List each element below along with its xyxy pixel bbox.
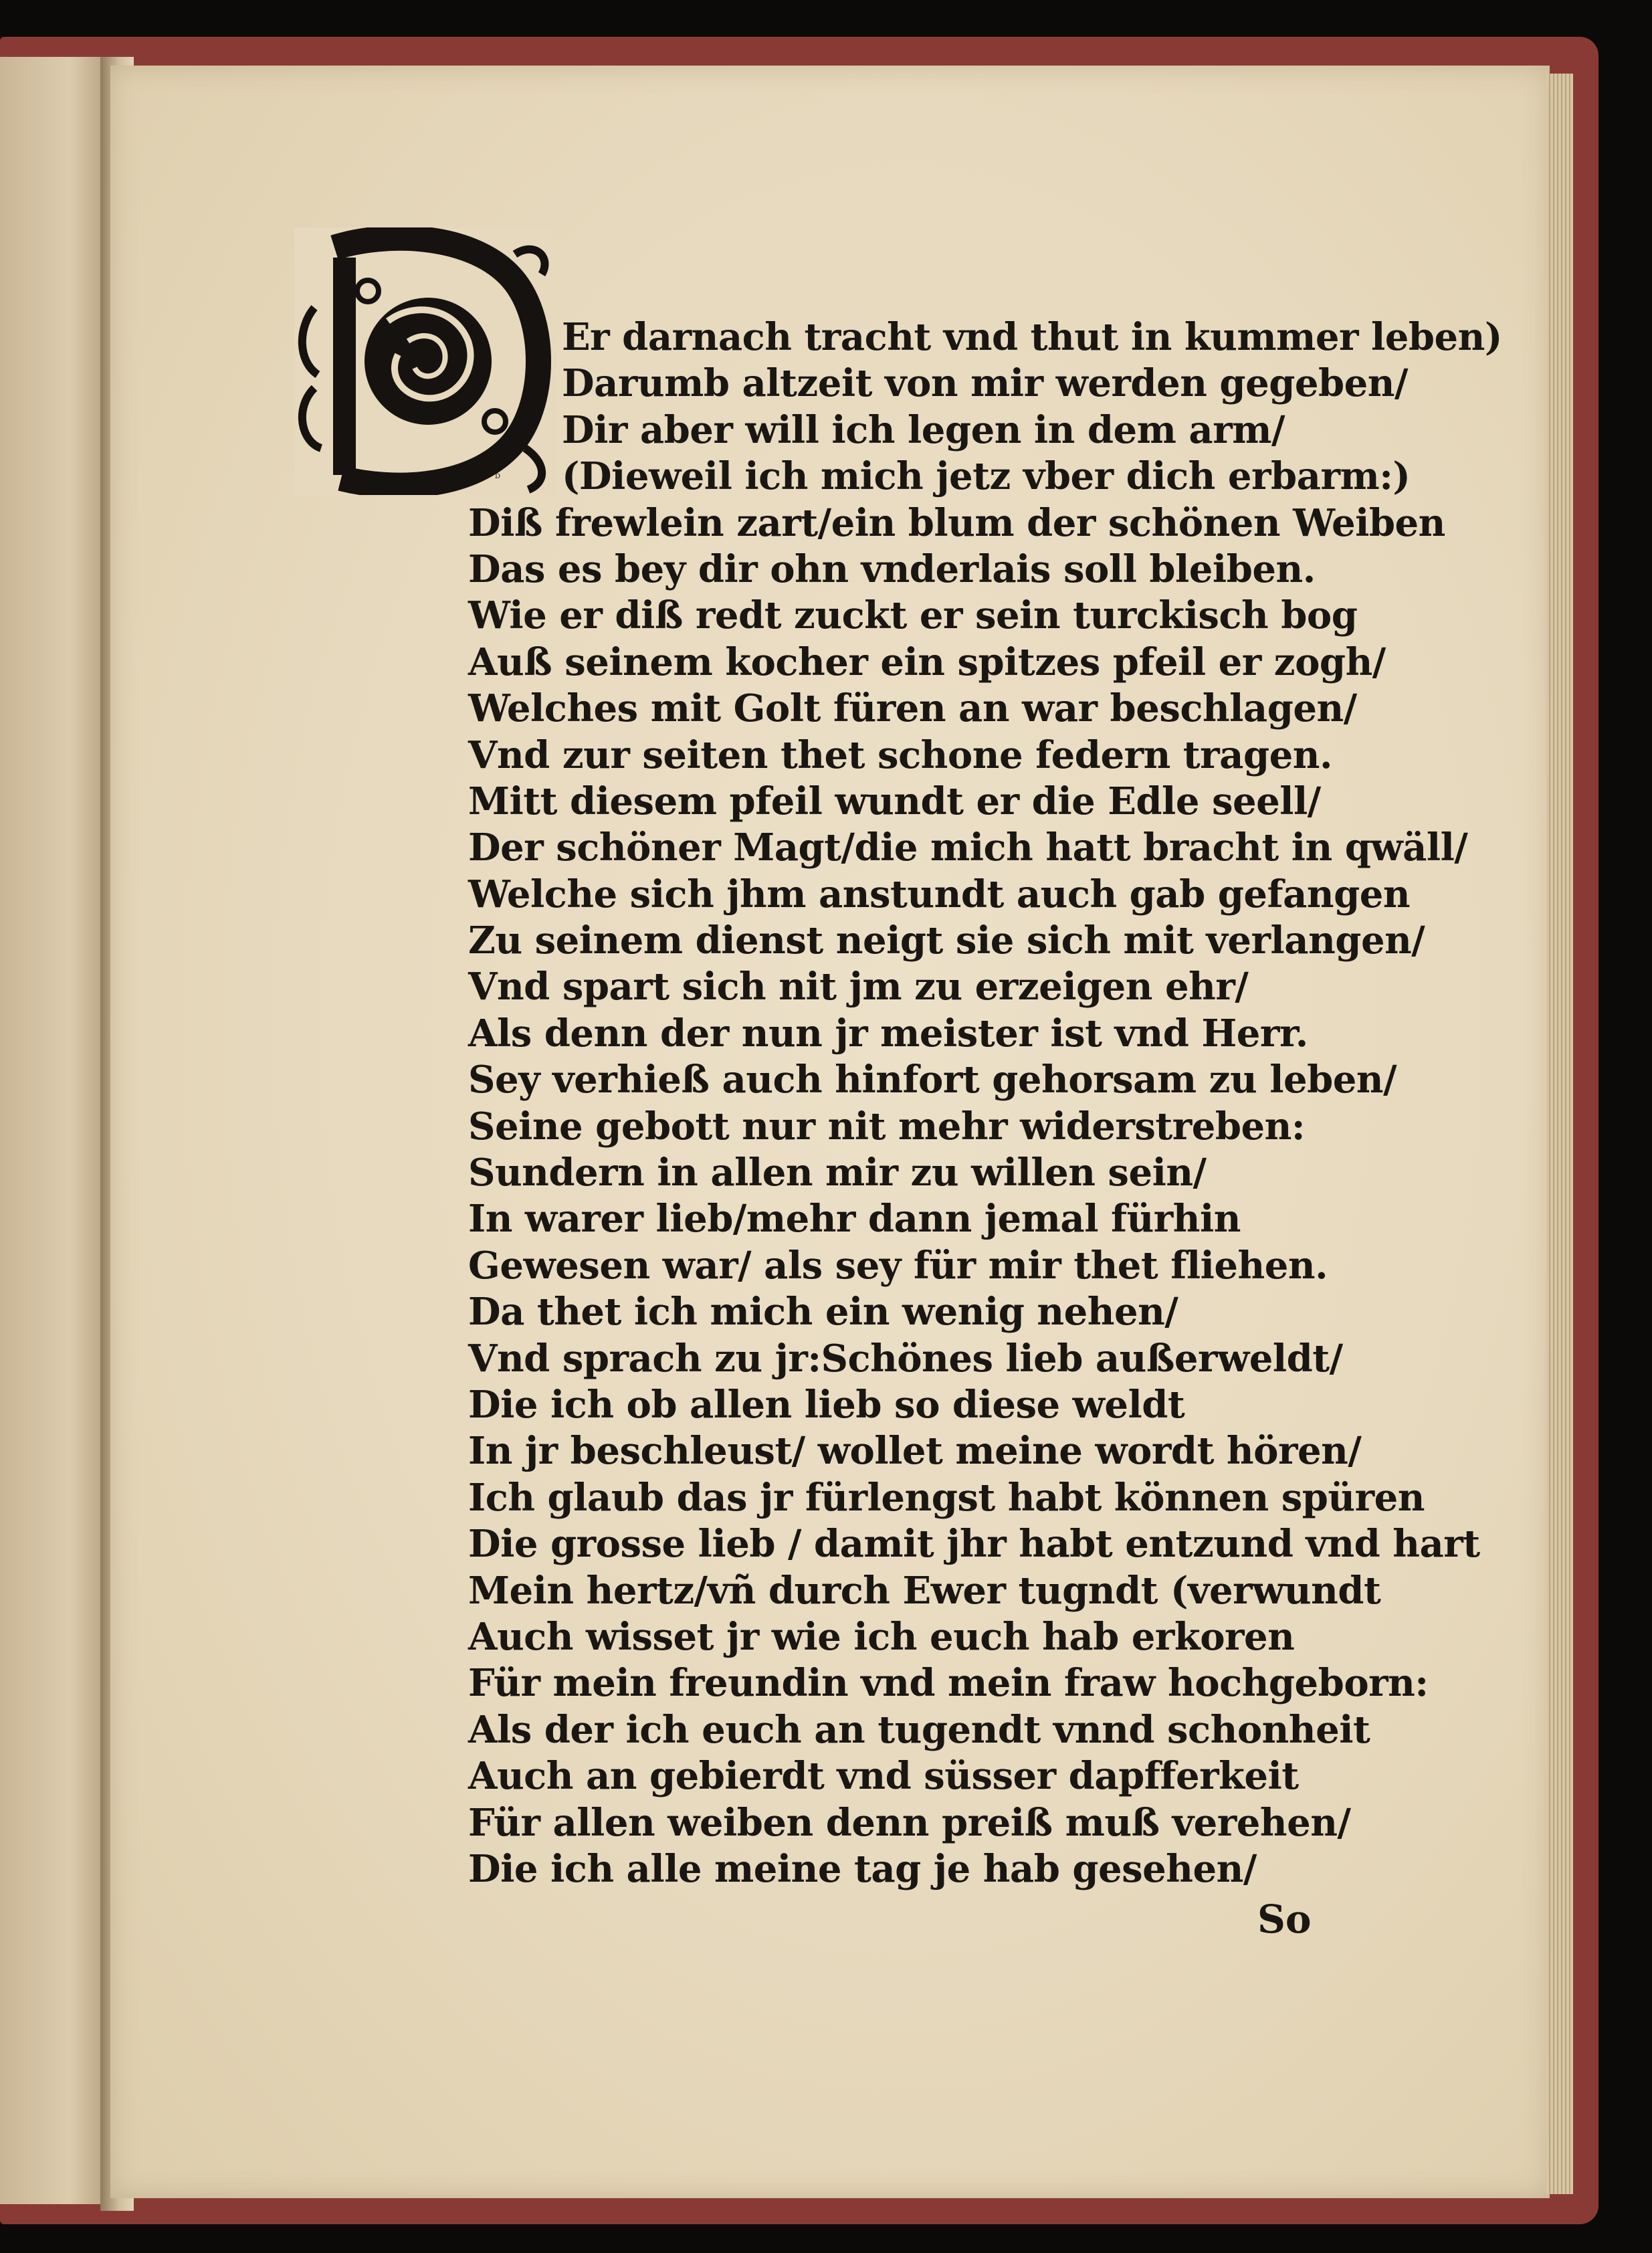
text-line: In warer lieb/mehr dann jemal fürhin: [468, 1197, 1241, 1242]
initial-letter: D: [495, 473, 501, 480]
text-line: (Dieweil ich mich jetz vber dich erbarm:): [562, 454, 1411, 499]
text-line: Seine gebott nur nit mehr widerstreben:: [468, 1104, 1306, 1149]
text-line: Vnd sprach zu jr:Schönes lieb außerweldt/: [468, 1336, 1343, 1381]
text-line: Auch an gebierdt vnd süsser dapfferkeit: [468, 1754, 1299, 1799]
text-line: Ich glaub das jr fürlengst habt können spüren: [468, 1475, 1425, 1520]
fore-edge: [1546, 74, 1573, 2194]
text-line: Als der ich euch an tugendt vnnd schonheit: [468, 1707, 1370, 1752]
text-line: Sey verhieß auch hinfort gehorsam zu leben/: [468, 1058, 1397, 1102]
text-line: Die ich ob allen lieb so diese weldt: [468, 1382, 1185, 1427]
text-line: Mein hertz/vñ durch Ewer tugndt (verwundt: [468, 1568, 1381, 1613]
text-line: Gewesen war/ als sey für mir thet fliehen.: [468, 1243, 1328, 1288]
text-line: Vnd zur seiten thet schone federn tragen.: [468, 732, 1332, 777]
text-line: Der schöner Magt/die mich hatt bracht in qwäll/: [468, 825, 1468, 870]
text-line: Die grosse lieb / damit jhr habt entzund vnd hart: [468, 1522, 1480, 1567]
text-line: Die ich alle meine tag je hab gesehen/: [468, 1846, 1257, 1891]
text-line: Dir aber will ich legen in dem arm/: [562, 407, 1285, 452]
text-line: Mitt diesem pfeil wundt er die Edle seell/: [468, 779, 1321, 823]
text-line: Vnd spart sich nit jm zu erzeigen ehr/: [468, 965, 1249, 1009]
text-line: Für allen weiben denn preiß muß verehen/: [468, 1800, 1351, 1845]
text-line: Er darnach tracht vnd thut in kummer leben): [562, 315, 1502, 359]
text-line: Auch wisset jr wie ich euch hab erkoren: [468, 1614, 1295, 1659]
text-line: Welche sich jhm anstundt auch gab gefangen: [468, 872, 1411, 916]
text-line: In jr beschleust/ wollet meine wordt hören/: [468, 1429, 1362, 1474]
catchword: So: [1257, 1896, 1312, 1942]
text-line: Auß seinem kocher ein spitzes pfeil er zogh/: [468, 640, 1386, 684]
poem-text: [468, 314, 1502, 1892]
text-line: Zu seinem dienst neigt sie sich mit verlangen/: [468, 918, 1425, 963]
text-line: Welches mit Golt füren an war beschlagen/: [468, 686, 1357, 731]
text-line: Sundern in allen mir zu willen sein/: [468, 1151, 1207, 1195]
text-line: Als denn der nun jr meister ist vnd Herr.: [468, 1011, 1308, 1056]
text-line: Da thet ich mich ein wenig nehen/: [468, 1290, 1178, 1335]
text-line: Darumb altzeit von mir werden gegeben/: [562, 361, 1408, 406]
text-line: Diß frewlein zart/ein blum der schönen Weiben: [468, 500, 1445, 545]
text-line: Wie er diß redt zuckt er sein turckisch bog: [468, 593, 1358, 638]
left-page-edge: [0, 57, 107, 2204]
text-line: Das es bey dir ohn vnderlais soll bleiben.: [468, 547, 1316, 591]
text-line: Für mein freundin vnd mein fraw hochgeborn:: [468, 1661, 1429, 1706]
